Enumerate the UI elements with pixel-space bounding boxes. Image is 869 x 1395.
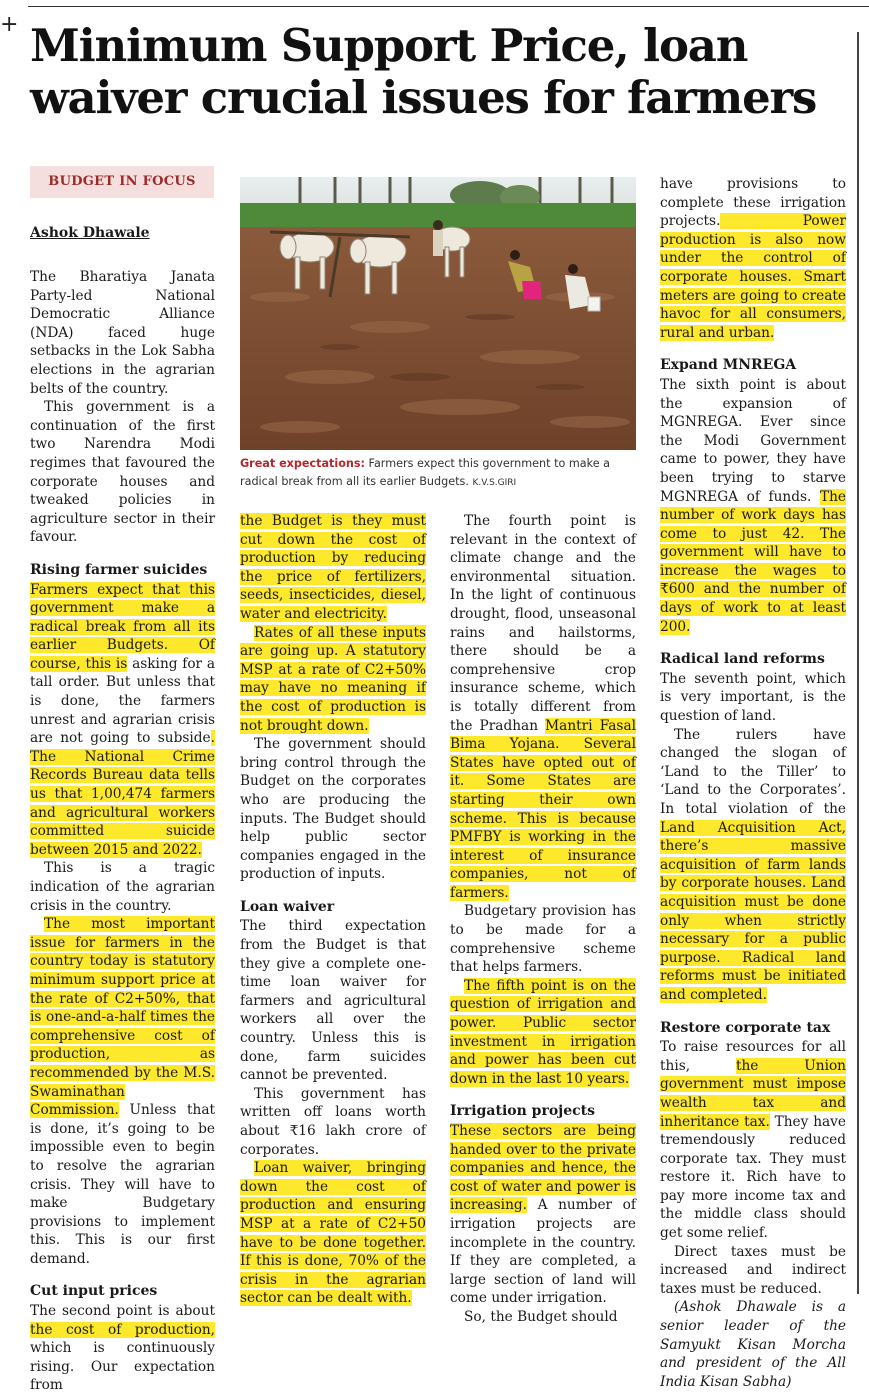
highlighted-text: the cost of production,: [30, 1321, 215, 1338]
highlighted-text: These sectors are being handed over to the private companies and hence, the cost of water and power is increasing.: [450, 1123, 636, 1214]
paragraph: [240, 624, 426, 736]
farm-field-photo: [240, 177, 636, 450]
paragraph: [450, 512, 636, 902]
highlighted-text: The fifth point is on the question of irrigation and power. Public sector investment in irrigation and power has been cut down in the last 10 years.: [450, 977, 636, 1087]
paragraph: [30, 581, 215, 860]
paragraph: The third expectation from the Budget is that they give a complete one-time loan waiver for farmers and agricultural workers all over the country. Unless this is done, farm suicides cannot be prevented.: [240, 918, 426, 1084]
text: The fourth point is relevant in the context of climate change and the environmental situation. In the light of continuous drought, flood, unseasonal rains and hailstorms, there should be a comprehensive crop insurance scheme, which is totally different from the Pradhan: [450, 513, 636, 734]
photo-credit: K.V.S.GIRI: [472, 478, 517, 488]
paragraph: [240, 1159, 426, 1308]
paragraph: [660, 1038, 846, 1243]
paragraph: This government is a continuation of the first two Narendra Modi regimes that favoured the corporate houses and tweaked policies in agriculture sector in their favour.: [30, 399, 215, 546]
subhead: Cut input prices: [30, 1283, 158, 1300]
text: asking for a tall order. But unless that is done, the farmers unrest and agrarian crisis are not going to subside: [30, 655, 216, 747]
paragraph: [660, 175, 846, 342]
byline: Ashok Dhawale: [30, 225, 150, 241]
paragraph: Direct taxes must be increased and indirect taxes must be reduced.: [660, 1243, 846, 1297]
text: To raise resources for all this,: [660, 1039, 846, 1074]
paragraph: [30, 915, 215, 1268]
subhead: Rising farmer suicides: [30, 561, 208, 578]
paragraph: [30, 1302, 215, 1395]
paragraph: Budgetary provision has to be made for a comprehensive scheme that helps farmers.: [450, 903, 636, 976]
paragraph: [450, 977, 636, 1089]
article-column-4: [660, 175, 846, 1391]
highlighted-text: Rates of all these inputs are going up. A statutory MSP at a rate of C2+50% may have no meaning if the cost of production is not brought down.: [240, 624, 426, 734]
paragraph: So, the Budget should: [464, 1308, 618, 1325]
caption-text: Farmers expect this government to make a radical break from all its earlier Budgets.: [240, 457, 611, 488]
text: Unless that is done, it’s going to be impossible even to begin to resolve the agrarian crisis. They will have to make Budgetary provisions to implement this. This is our first demand.: [30, 1102, 215, 1267]
highlighted-text: The number of work days has come to just 42. The government will have to increase the wages to ₹600 and the number of days of work to at least 200.: [660, 488, 846, 635]
highlighted-text: the Union government must impose wealth tax and inheritance tax.: [660, 1057, 846, 1130]
author-note: (Ashok Dhawale is a senior leader of the Samyukt Kisan Morcha and president of the All India Kisan Sabha): [660, 1299, 846, 1390]
right-border-rule: [857, 32, 859, 1294]
highlighted-text: Farmers expect that this government make a radical break from all its earlier Budgets. Of course, this is: [30, 581, 215, 672]
highlighted-text: the Budget is they must cut down the cost of production by reducing the price of fertilizers, seeds, insecticides, diesel, water and electricity.: [240, 513, 426, 622]
highlighted-text: Land Acquisition Act, there’s massive acquisition of farm lands by corporate houses. Land acquisition must be done only when strictly necessary for a public purpose. Radical land reforms must be initiated and completed.: [660, 819, 846, 1003]
text: They have tremendously reduced corporate tax. They must restore it. Rich have to pay more income tax and the middle class should get some relief.: [660, 1113, 846, 1242]
text: The second point is about: [30, 1303, 215, 1320]
paragraph: This is a tragic indication of the agrarian crisis in the country.: [30, 860, 215, 914]
highlighted-text: The most important issue for farmers in the country today is statutory minimum support price at the rate of C2+50%, that is one-and-a-half times the comprehensive cost of production, as recommended by the M.S. Swaminathan Commission.: [30, 916, 215, 1119]
text: A number of irrigation projects are incomplete in the country. If they are completed, a large section of land will come under irrigation.: [450, 1197, 636, 1307]
crop-mark-icon: +: [0, 12, 19, 37]
article-column-1: [30, 268, 215, 1395]
text: have provisions to complete these irrigation projects.: [660, 176, 846, 230]
paragraph: This government has written off loans worth about ₹16 lakh crore of corporates.: [240, 1085, 426, 1158]
paragraph: [660, 376, 846, 636]
farm-field-photo-icon: [240, 177, 636, 450]
subhead: Radical land reforms: [660, 651, 825, 668]
paragraph: [660, 726, 846, 1005]
highlighted-text: . The National Crime Records Bureau data tells us that 1,00,474 farmers and agricultural workers committed suicide between 2015 and 2022.: [30, 730, 215, 858]
paragraph: The Bharatiya Janata Party-led National Democratic Alliance (NDA) faced huge setbacks in the Lok Sabha elections in the agrarian belts of the country.: [30, 269, 215, 397]
headline: Minimum Support Price, loan waiver crucial issues for farmers: [30, 19, 817, 124]
highlighted-text: Loan waiver, bringing down the cost of production and ensuring MSP at a rate of C2+50 have to be done together. If this is done, 70% of the crisis in the agrarian sector can be dealt with.: [240, 1160, 426, 1307]
caption-title: Great expectations:: [240, 457, 365, 470]
paragraph: The government should bring control through the Budget on the corporates who are producing the inputs. The Budget should help public sector companies engaged in the production of inputs.: [240, 736, 426, 883]
article-column-2: [240, 512, 426, 1308]
text: The rulers have changed the slogan of ‘Land to the Tiller’ to ‘Land to the Corporates’. In total violation of the: [660, 726, 846, 817]
text: which is continuously rising. Our expectation from: [30, 1340, 215, 1394]
subhead: Restore corporate tax: [660, 1019, 831, 1036]
photo-caption: [240, 455, 636, 492]
section-kicker: BUDGET IN FOCUS: [30, 166, 214, 198]
highlighted-text: Power production is also now under the control of corporate houses. Smart meters are going to create havoc for all consumers, rural and urban.: [660, 213, 846, 341]
subhead: Irrigation projects: [450, 1103, 596, 1120]
paragraph: [450, 1122, 636, 1308]
highlighted-text: Mantri Fasal Bima Yojana. Several States have opted out of it. Some States are starting their own scheme. This is because PMFBY is working in the interest of insurance companies, not of farmers.: [450, 717, 636, 901]
article-column-3: [450, 512, 636, 1327]
subhead: Expand MNREGA: [660, 357, 797, 374]
top-rule: [28, 6, 869, 7]
paragraph: [240, 512, 426, 624]
text: The sixth point is about the expansion of MGNREGA. Ever since the Modi Government came to power, they have been trying to starve MGNREGA of funds.: [660, 376, 846, 505]
paragraph: The seventh point, which is very important, is the question of land.: [660, 670, 846, 725]
subhead: Loan waiver: [240, 898, 335, 915]
